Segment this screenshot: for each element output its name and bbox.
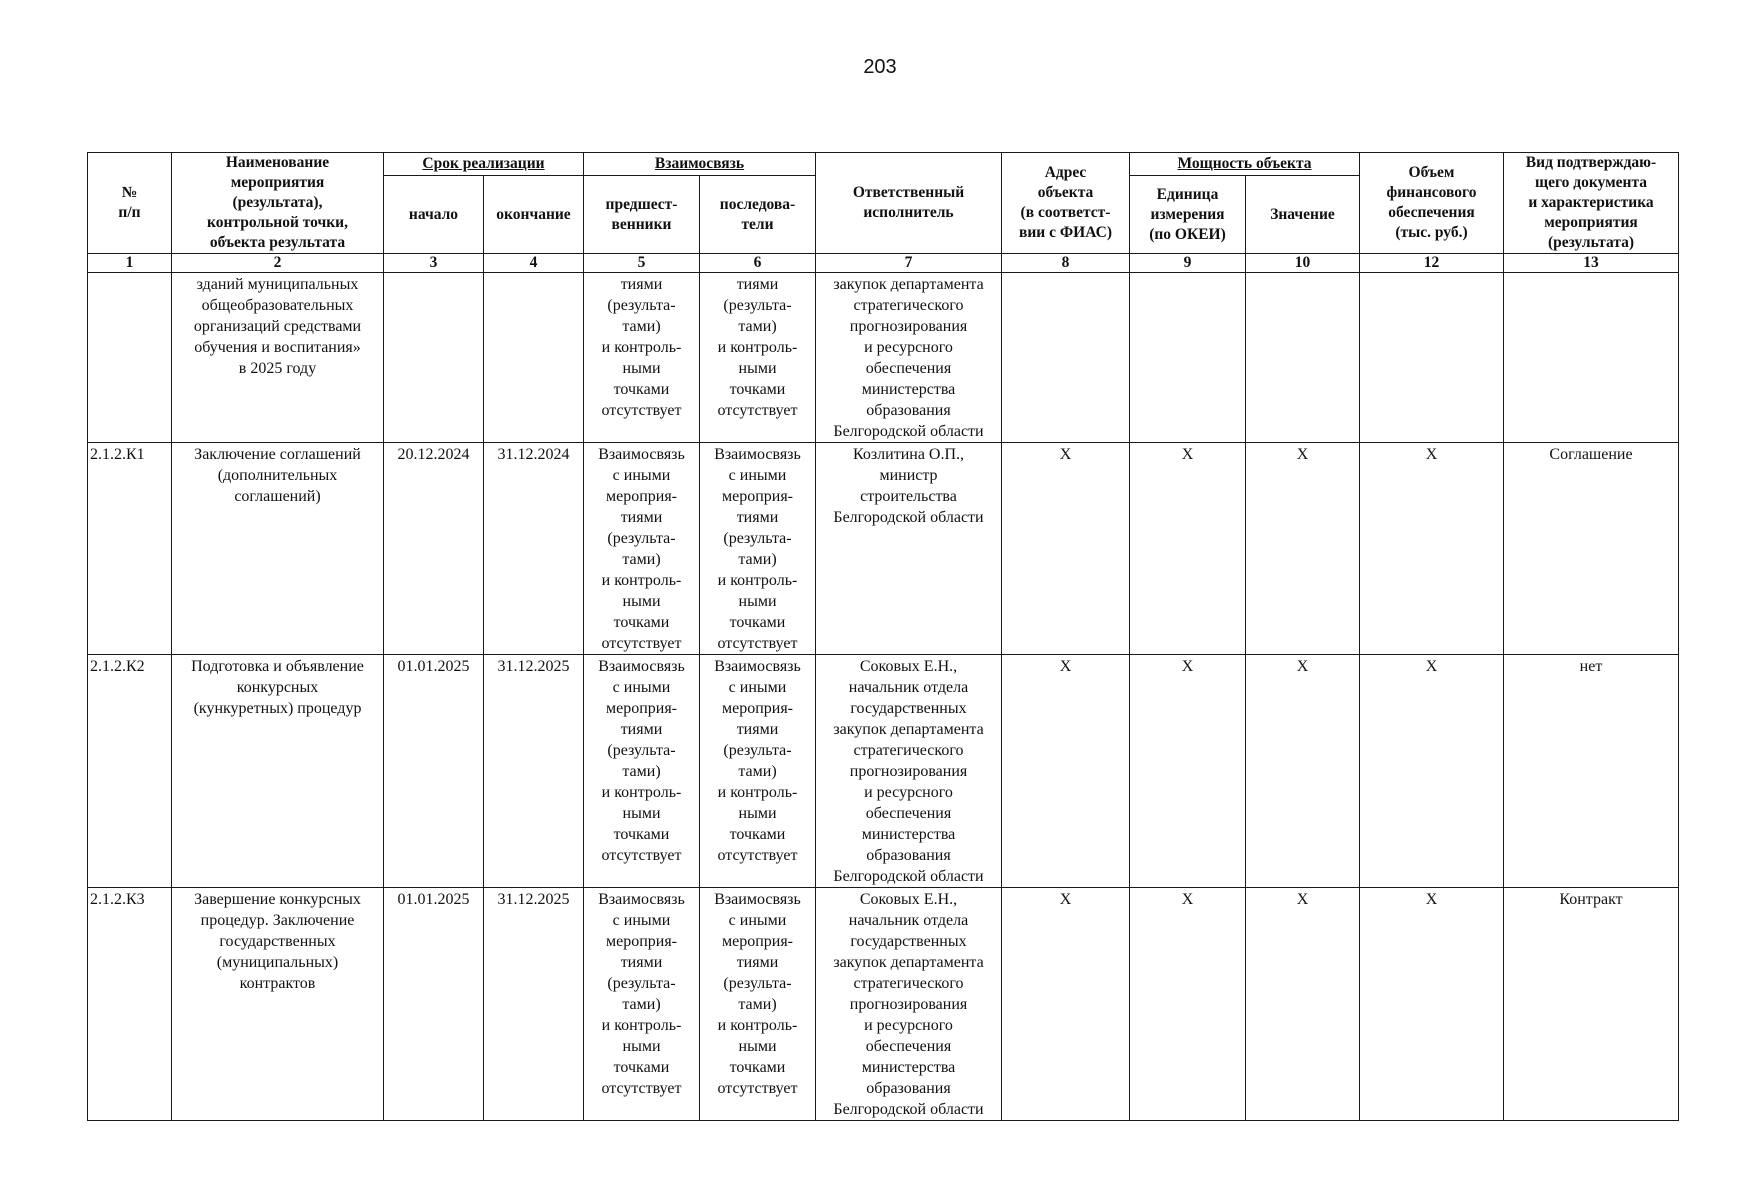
header-name: Наименование мероприятия (результата), контрольной точки, объекта результата (172, 153, 384, 254)
row-responsible: Соковых Е.Н., начальник отдела государственных закупок департамента стратегического прогнозирования и ресурсного обеспечения министерства образования Белгородской области (816, 888, 1002, 1121)
row-address (1002, 273, 1130, 443)
row-number: 2.1.2.К1 (88, 443, 172, 655)
row-value: Х (1246, 655, 1360, 888)
header-period-group: Срок реализации (384, 153, 584, 176)
row-unit: Х (1130, 888, 1246, 1121)
row-end-date (484, 273, 584, 443)
row-end-date: 31.12.2025 (484, 888, 584, 1121)
row-end-date: 31.12.2024 (484, 443, 584, 655)
header-number: № п/п (88, 153, 172, 254)
row-predecessors: Взаимосвязь с иными мероприя- тиями (результа- тами) и контроль- ными точками отсутствует (584, 888, 700, 1121)
row-finance: Х (1360, 443, 1504, 655)
column-number: 5 (584, 254, 700, 273)
header-start: начало (384, 176, 484, 254)
row-unit (1130, 273, 1246, 443)
column-number: 4 (484, 254, 584, 273)
row-start-date: 20.12.2024 (384, 443, 484, 655)
row-document: Контракт (1504, 888, 1679, 1121)
table-header (88, 153, 1679, 273)
row-value: Х (1246, 888, 1360, 1121)
row-successors: Взаимосвязь с иными мероприя- тиями (результа- тами) и контроль- ными точками отсутствует (700, 888, 816, 1121)
header-end: окончание (484, 176, 584, 254)
header-value: Значение (1246, 176, 1360, 254)
header-predecessors: предшест- венники (584, 176, 700, 254)
header-finance: Объем финансового обеспечения (тыс. руб.) (1360, 153, 1504, 254)
row-address: Х (1002, 443, 1130, 655)
row-address: Х (1002, 655, 1130, 888)
table-row (88, 655, 1679, 888)
row-successors: Взаимосвязь с иными мероприя- тиями (результа- тами) и контроль- ными точками отсутствует (700, 443, 816, 655)
row-unit: Х (1130, 443, 1246, 655)
header-link-group: Взаимосвязь (584, 153, 816, 176)
column-number: 1 (88, 254, 172, 273)
row-document: Соглашение (1504, 443, 1679, 655)
row-predecessors: Взаимосвязь с иными мероприя- тиями (результа- тами) и контроль- ными точками отсутствует (584, 655, 700, 888)
column-number: 13 (1504, 254, 1679, 273)
row-document (1504, 273, 1679, 443)
column-number: 6 (700, 254, 816, 273)
header-address: Адрес объекта (в соответст- вии с ФИАС) (1002, 153, 1130, 254)
column-number: 7 (816, 254, 1002, 273)
row-address: Х (1002, 888, 1130, 1121)
column-numbers-row (88, 254, 1679, 273)
column-number: 8 (1002, 254, 1130, 273)
row-predecessors: Взаимосвязь с иными мероприя- тиями (результа- тами) и контроль- ными точками отсутствует (584, 443, 700, 655)
row-start-date: 01.01.2025 (384, 655, 484, 888)
row-responsible: закупок департамента стратегического прогнозирования и ресурсного обеспечения министерства образования Белгородской области (816, 273, 1002, 443)
row-start-date: 01.01.2025 (384, 888, 484, 1121)
column-number: 2 (172, 254, 384, 273)
row-successors: Взаимосвязь с иными мероприя- тиями (результа- тами) и контроль- ными точками отсутствует (700, 655, 816, 888)
row-number: 2.1.2.К2 (88, 655, 172, 888)
implementation-plan-table (87, 152, 1679, 1121)
row-finance: Х (1360, 655, 1504, 888)
row-name: Завершение конкурсных процедур. Заключение государственных (муниципальных) контрактов (172, 888, 384, 1121)
row-document: нет (1504, 655, 1679, 888)
row-name: зданий муниципальных общеобразовательных организаций средствами обучения и воспитания» в 2025 году (172, 273, 384, 443)
row-value (1246, 273, 1360, 443)
column-number: 10 (1246, 254, 1360, 273)
column-number: 3 (384, 254, 484, 273)
row-number (88, 273, 172, 443)
row-successors: тиями (результа- тами) и контроль- ными точками отсутствует (700, 273, 816, 443)
header-capacity-group: Мощность объекта (1130, 153, 1360, 176)
page-number: 203 (863, 56, 897, 78)
table-row (88, 443, 1679, 655)
row-value: Х (1246, 443, 1360, 655)
header-successors: последова- тели (700, 176, 816, 254)
column-number: 9 (1130, 254, 1246, 273)
row-end-date: 31.12.2025 (484, 655, 584, 888)
table-row (88, 273, 1679, 443)
row-number: 2.1.2.К3 (88, 888, 172, 1121)
row-finance (1360, 273, 1504, 443)
row-unit: Х (1130, 655, 1246, 888)
row-start-date (384, 273, 484, 443)
row-responsible: Козлитина О.П., министр строительства Белгородской области (816, 443, 1002, 655)
header-responsible: Ответственный исполнитель (816, 153, 1002, 254)
header-unit: Единица измерения (по ОКЕИ) (1130, 176, 1246, 254)
column-number: 12 (1360, 254, 1504, 273)
row-name: Заключение соглашений (дополнительных соглашений) (172, 443, 384, 655)
table-row (88, 888, 1679, 1121)
row-predecessors: тиями (результа- тами) и контроль- ными точками отсутствует (584, 273, 700, 443)
header-document: Вид подтверждаю- щего документа и характеристика мероприятия (результата) (1504, 153, 1679, 254)
row-name: Подготовка и объявление конкурсных (кункуретных) процедур (172, 655, 384, 888)
row-finance: Х (1360, 888, 1504, 1121)
row-responsible: Соковых Е.Н., начальник отдела государственных закупок департамента стратегического прогнозирования и ресурсного обеспечения министерства образования Белгородской области (816, 655, 1002, 888)
